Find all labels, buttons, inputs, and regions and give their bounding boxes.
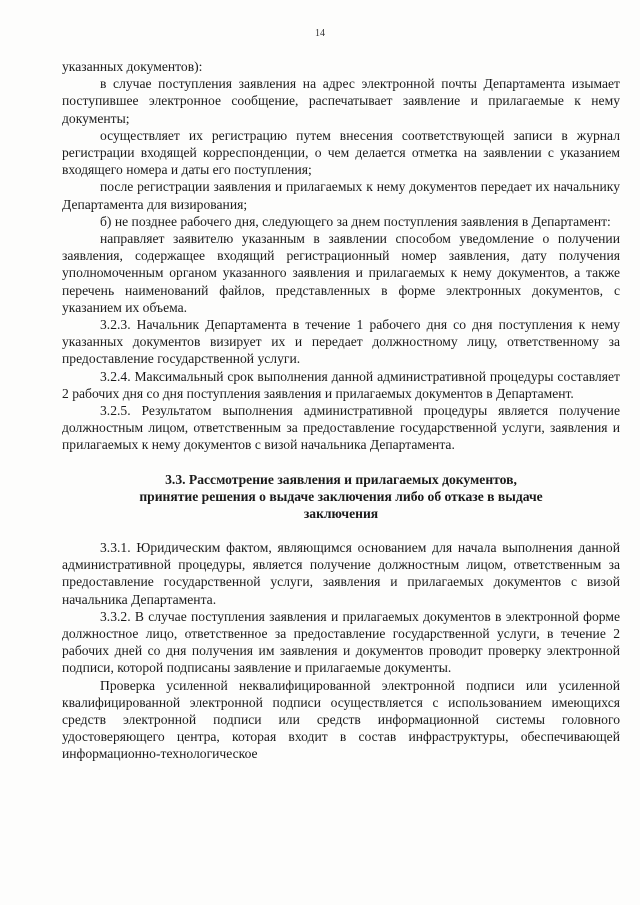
paragraph: 3.2.3. Начальник Департамента в течение 1 рабочего дня со дня поступления к нему указанных документов визирует их и передает должностному лицу, ответственному за предоставление государственной услуги. [62, 317, 620, 367]
section-heading-line: 3.3. Рассмотрение заявления и прилагаемых документов, [165, 471, 517, 487]
paragraph: Проверка усиленной неквалифицированной электронной подписи или усиленной квалифицированной электронной подписи осуществляется с использованием имеющихся средств электронной подписи или средств информационной системы головного удостоверяющего центра, которая входит в состав инфраструктуры, обеспечивающей информационно-технологическое [62, 677, 620, 762]
paragraph: после регистрации заявления и прилагаемых к нему документов передает их начальнику Департамента для визирования; [62, 179, 620, 212]
paragraphs-bottom [62, 539, 620, 763]
paragraph: указанных документов): [62, 59, 203, 74]
section-heading [62, 471, 620, 523]
paragraph: в случае поступления заявления на адрес электронной почты Департамента изымает поступившее электронное сообщение, распечатывает заявление и прилагаемые к нему документы; [62, 76, 620, 126]
page-number: 14 [315, 28, 325, 39]
paragraph: осуществляет их регистрацию путем внесения соответствующей записи в журнал регистрации входящей корреспонденции, о чем делается отметка на заявлении с указанием входящего номера и даты его поступления; [62, 127, 620, 178]
paragraph: б) не позднее рабочего дня, следующего за днем поступления заявления в Департамент: [100, 213, 611, 229]
paragraph: 3.2.4. Максимальный срок выполнения данной административной процедуры составляет 2 рабочих дня со дня поступления заявления и прилагаемых документов в Департамент. [62, 368, 620, 401]
paragraph: 3.3.2. В случае поступления заявления и прилагаемых документов в электронной форме должностное лицо, ответственное за предоставление государственной услуги, в течение 2 рабочих дней со дня получения им заявления и документов проводит проверку электронной подписи, которой подписаны заявление и прилагаемые документы. [62, 608, 620, 676]
section-heading-line: принятие решения о выдаче заключения либо об отказе в выдаче [139, 489, 543, 505]
paragraph: 3.2.5. Результатом выполнения административной процедуры является получение должностным лицом, ответственным за предоставление государственной услуги, заявления и прилагаемых к нему документов с визой начальника Департамента. [62, 403, 620, 453]
section-heading-line: заключения [303, 506, 379, 522]
paragraph: направляет заявителю указанным в заявлении способом уведомление о получении заявления, содержащее входящий регистрационный номер заявления, дату получения уполномоченным органом указанного заявления и прилагаемых к нему документов, а также перечень наименований файлов, представленных в форме электронных документов, с указанием их объема. [62, 231, 620, 315]
paragraphs-top [62, 58, 620, 454]
paragraph: 3.3.1. Юридическим фактом, являющимся основанием для начала выполнения данной административной процедуры, является получение должностным лицом, ответственным за предоставление государственной услуги, заявления и прилагаемых документов с визой начальника Департамента. [62, 539, 620, 607]
document-body [62, 58, 620, 763]
